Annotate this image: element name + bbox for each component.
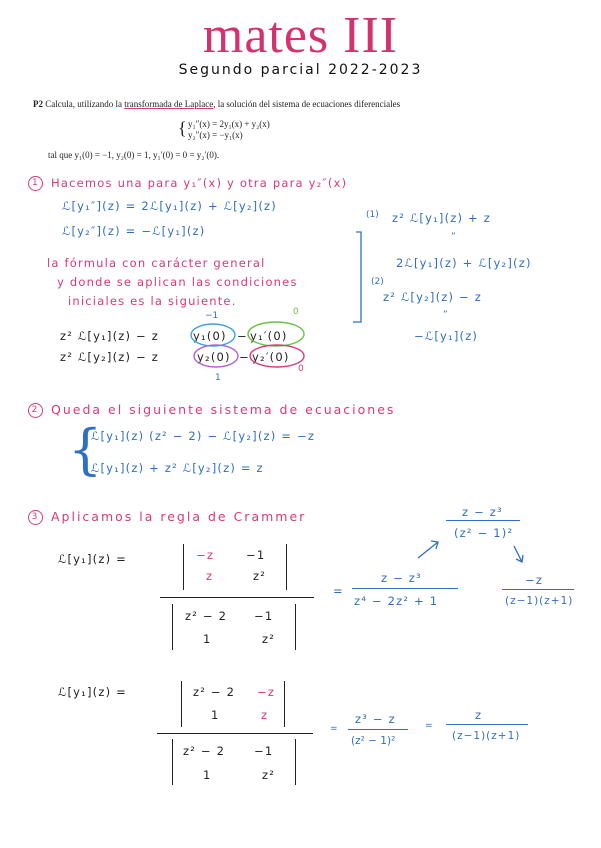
step3-heading-text: Aplicamos la regla de Crammer xyxy=(51,509,307,524)
step2-eq2: ℒ[y₁](z) + z² ℒ[y₂](z) = z xyxy=(91,461,264,475)
problem-eq1: y₁″(x) = 2y₁(x) + y₂(x) xyxy=(188,119,270,129)
problem-text-2: , la solución del sistema de ecuaciones diferenciales xyxy=(213,99,401,109)
side-bracket xyxy=(353,232,361,322)
step1-note3: iniciales es la siguiente. xyxy=(68,294,237,308)
annotation-zero-bottom: 0 xyxy=(298,364,304,374)
den1-c: 1 xyxy=(203,632,212,646)
formula1-c2: y₁′(0) xyxy=(250,329,288,343)
side-denominator: (z² − 1)² xyxy=(454,526,514,540)
formula1-c1: y₁(0) xyxy=(193,329,227,343)
num2-a: z² − 2 xyxy=(193,685,236,699)
num1-d: z² xyxy=(253,569,267,583)
step1-line2: ℒ[y₂″](z) = −ℒ[y₁](z) xyxy=(62,224,206,238)
side-eq4: −ℒ[y₁](z) xyxy=(414,329,479,343)
page-title: mates III xyxy=(202,7,399,64)
step1-number: 1 xyxy=(28,176,43,191)
step1-line1: ℒ[y₁″](z) = 2ℒ[y₁](z) + ℒ[y₂](z) xyxy=(62,199,277,213)
res2-denominator: (z² − 1)² xyxy=(351,735,396,747)
problem-link: transformada de Laplace xyxy=(124,99,214,109)
res1-denominator: z⁴ − 2z² + 1 xyxy=(354,594,439,608)
res2-equals2: = xyxy=(425,721,433,731)
step1-note2: y donde se aplican las condiciones xyxy=(57,275,298,289)
annotation-minus-one: −1 xyxy=(205,311,219,321)
arrow-up xyxy=(418,542,438,558)
num2-c: 1 xyxy=(211,708,220,722)
res1-equals: = xyxy=(333,584,344,598)
res2-equals1: = xyxy=(330,724,338,734)
step2-brace: { xyxy=(68,418,103,481)
den2-b: −1 xyxy=(254,744,274,758)
formula2-mid: − xyxy=(239,350,250,364)
problem-text-1: Calcula, utilizando la xyxy=(45,99,125,109)
crammer2-lhs: ℒ[y₁](z) = xyxy=(58,685,127,699)
den1-a: z² − 2 xyxy=(185,609,228,623)
annotation-zero-top: 0 xyxy=(293,307,299,317)
formula2-c2: y₂′(0) xyxy=(252,350,290,364)
num2-b: −z xyxy=(257,685,276,699)
system-brace: { xyxy=(178,118,187,138)
annotation-one: 1 xyxy=(215,373,221,383)
final2-denominator: (z−1)(z+1) xyxy=(452,730,521,742)
den1-b: −1 xyxy=(254,609,274,623)
crammer1-lhs: ℒ[y₁](z) = xyxy=(58,552,127,566)
side-eq-mark1: ” xyxy=(451,232,456,242)
num1-c: z xyxy=(206,569,214,583)
step1-heading-text: Hacemos una para y₁″(x) y otra para y₂″(x) xyxy=(51,176,348,190)
num1-b: −1 xyxy=(246,548,266,562)
side-label-1: (1) xyxy=(366,210,379,220)
step3-number: 3 xyxy=(28,510,43,525)
circle-y1-0 xyxy=(191,324,235,346)
final2-numerator: z xyxy=(475,708,483,722)
den1-d: z² xyxy=(262,632,276,646)
num2-d: z xyxy=(261,708,269,722)
final1-numerator: −z xyxy=(525,573,544,587)
page-subtitle: Segundo parcial 2022-2023 xyxy=(178,62,423,78)
problem-eq2: y₂″(x) = −y₁(x) xyxy=(188,130,243,140)
den2-d: z² xyxy=(262,768,276,782)
side-eq-mark2: ” xyxy=(443,310,448,320)
side-eq3: z² ℒ[y₂](z) − z xyxy=(383,290,482,304)
step2-eq1: ℒ[y₁](z) (z² − 2) − ℒ[y₂](z) = −z xyxy=(91,429,316,443)
side-eq1: z² ℒ[y₁](z) + z xyxy=(392,211,491,225)
res2-numerator: z³ − z xyxy=(355,712,396,726)
problem-label: P2 xyxy=(33,99,43,109)
step2-number: 2 xyxy=(28,403,43,418)
side-label-2: (2) xyxy=(371,277,384,287)
step1-note1: la fórmula con carácter general xyxy=(47,256,266,270)
circle-y1p-0 xyxy=(248,322,304,346)
problem-conditions: tal que y₁(0) = −1, y₂(0) = 1, y₁′(0) = 0 = y₂′(0). xyxy=(48,150,220,160)
den2-c: 1 xyxy=(203,768,212,782)
formula2-c1: y₂(0) xyxy=(197,350,231,364)
final1-denominator: (z−1)(z+1) xyxy=(505,595,574,607)
formula2-main: z² ℒ[y₂](z) − z xyxy=(60,350,159,364)
side-numerator: z − z³ xyxy=(462,505,503,519)
circle-y2p-0 xyxy=(250,345,304,367)
res1-numerator: z − z³ xyxy=(381,571,422,585)
step2-heading-text: Queda el siguiente sistema de ecuaciones xyxy=(51,402,396,417)
num1-a: −z xyxy=(196,548,215,562)
formula1-mid: − xyxy=(237,329,248,343)
side-eq2: 2ℒ[y₁](z) + ℒ[y₂](z) xyxy=(396,256,532,270)
den2-a: z² − 2 xyxy=(183,744,226,758)
circle-y2-0 xyxy=(194,345,238,367)
formula1-main: z² ℒ[y₁](z) − z xyxy=(60,329,159,343)
